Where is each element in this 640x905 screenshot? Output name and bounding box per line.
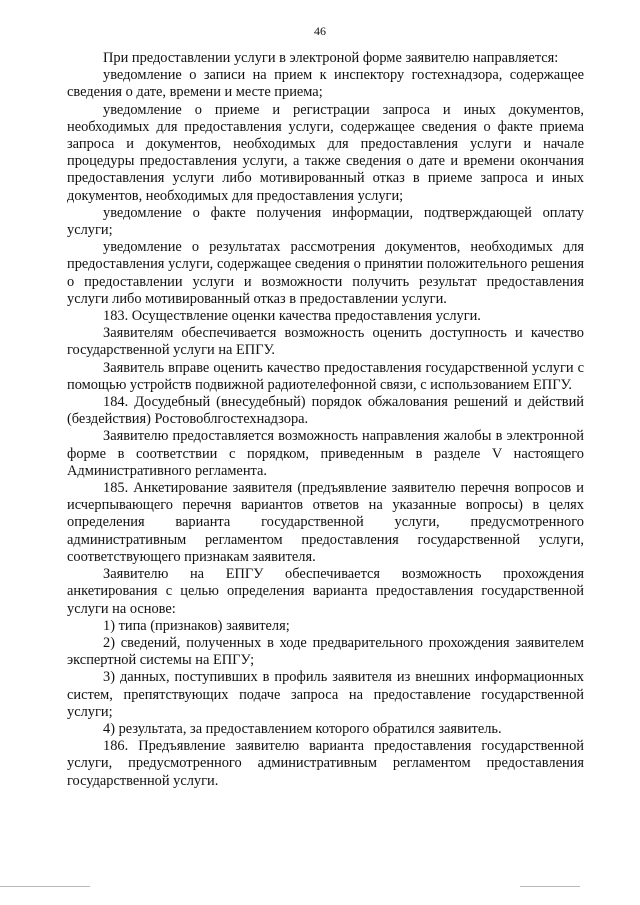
paragraph-registration-notice: уведомление о приеме и регистрации запроса и иных документов, необходимых для предоставления услуги, содержащее сведения о факте приема запроса и документов, необходимых для предоставления услуги и начале процедуры предоставления услуги, а также сведения о дате и времени окончания предоставления услуги либо мотивированный отказ в приеме запроса и иных документов, необходимых для предоставления услуги;	[67, 101, 584, 204]
bottom-scan-line-right	[520, 886, 580, 887]
paragraph-mobile-assessment: Заявитель вправе оценить качество предоставления государственной услуги с помощью устройств подвижной радиотелефонной связи, с использованием ЕПГУ.	[67, 359, 584, 393]
paragraph-electronic-notices-intro: При предоставлении услуги в электроной форме заявителю направляется:	[103, 50, 559, 66]
paragraph-quality-assessment: Заявителям обеспечивается возможность оценить доступность и качество государственной услуги на ЕПГУ.	[67, 325, 584, 359]
paragraph-appointment-notice: уведомление о записи на прием к инспектору гостехнадзора, содержащее сведения о дате, времени и месте приема;	[67, 67, 584, 101]
paragraph-results-notice: уведомление о результатах рассмотрения документов, необходимых для предоставления услуги, содержащее сведения о принятии положительного решения о предоставлении услуги и возможности получить результат предоставления услуги либо мотивированный отказ в предоставлении услуги.	[67, 239, 584, 307]
list-item-3: 3) данных, поступивших в профиль заявителя из внешних информационных систем, препятствующих подаче запроса на предоставление государственной услуги;	[67, 669, 584, 720]
paragraph-185-heading: 185. Анкетирование заявителя (предъявление заявителю перечня вопросов и исчерпывающего перечня вариантов ответов на указанные вопросы) в целях определения варианта государственной услуги, предусмотренного административным регламентом предоставления государственной услуги, соответствующего признакам заявителя.	[67, 480, 584, 565]
list-item-2: 2) сведений, полученных в ходе предварительного прохождения заявителем экспертной системы на ЕПГУ;	[67, 634, 584, 669]
paragraph-complaint: Заявителю предоставляется возможность направления жалобы в электронной форме в соответствии с порядком, приведенным в разделе V настоящего Административного регламента.	[67, 428, 584, 479]
paragraph-184-heading: 184. Досудебный (внесудебный) порядок обжалования решений и действий (бездействия) Ростовоблгостехнадзора.	[67, 394, 584, 428]
paragraph-183-heading: 183. Осуществление оценки качества предоставления услуги.	[103, 308, 481, 325]
page-number: 46	[314, 24, 326, 38]
list-item-1: 1) типа (признаков) заявителя;	[103, 617, 290, 634]
document-body	[67, 50, 584, 790]
paragraph-payment-notice: уведомление о факте получения информации, подтверждающей оплату услуги;	[67, 204, 584, 239]
paragraph-survey-basis: Заявителю на ЕПГУ обеспечивается возможность прохождения анкетирования с целью определения варианта предоставления государственной услуги на основе:	[67, 566, 584, 617]
bottom-scan-line-left	[0, 886, 90, 887]
paragraph-186-heading: 186. Предъявление заявителю варианта предоставления государственной услуги, предусмотренного административным регламентом предоставления государственной услуги.	[67, 738, 584, 789]
list-item-4: 4) результата, за предоставлением которого обратился заявитель.	[103, 720, 502, 737]
